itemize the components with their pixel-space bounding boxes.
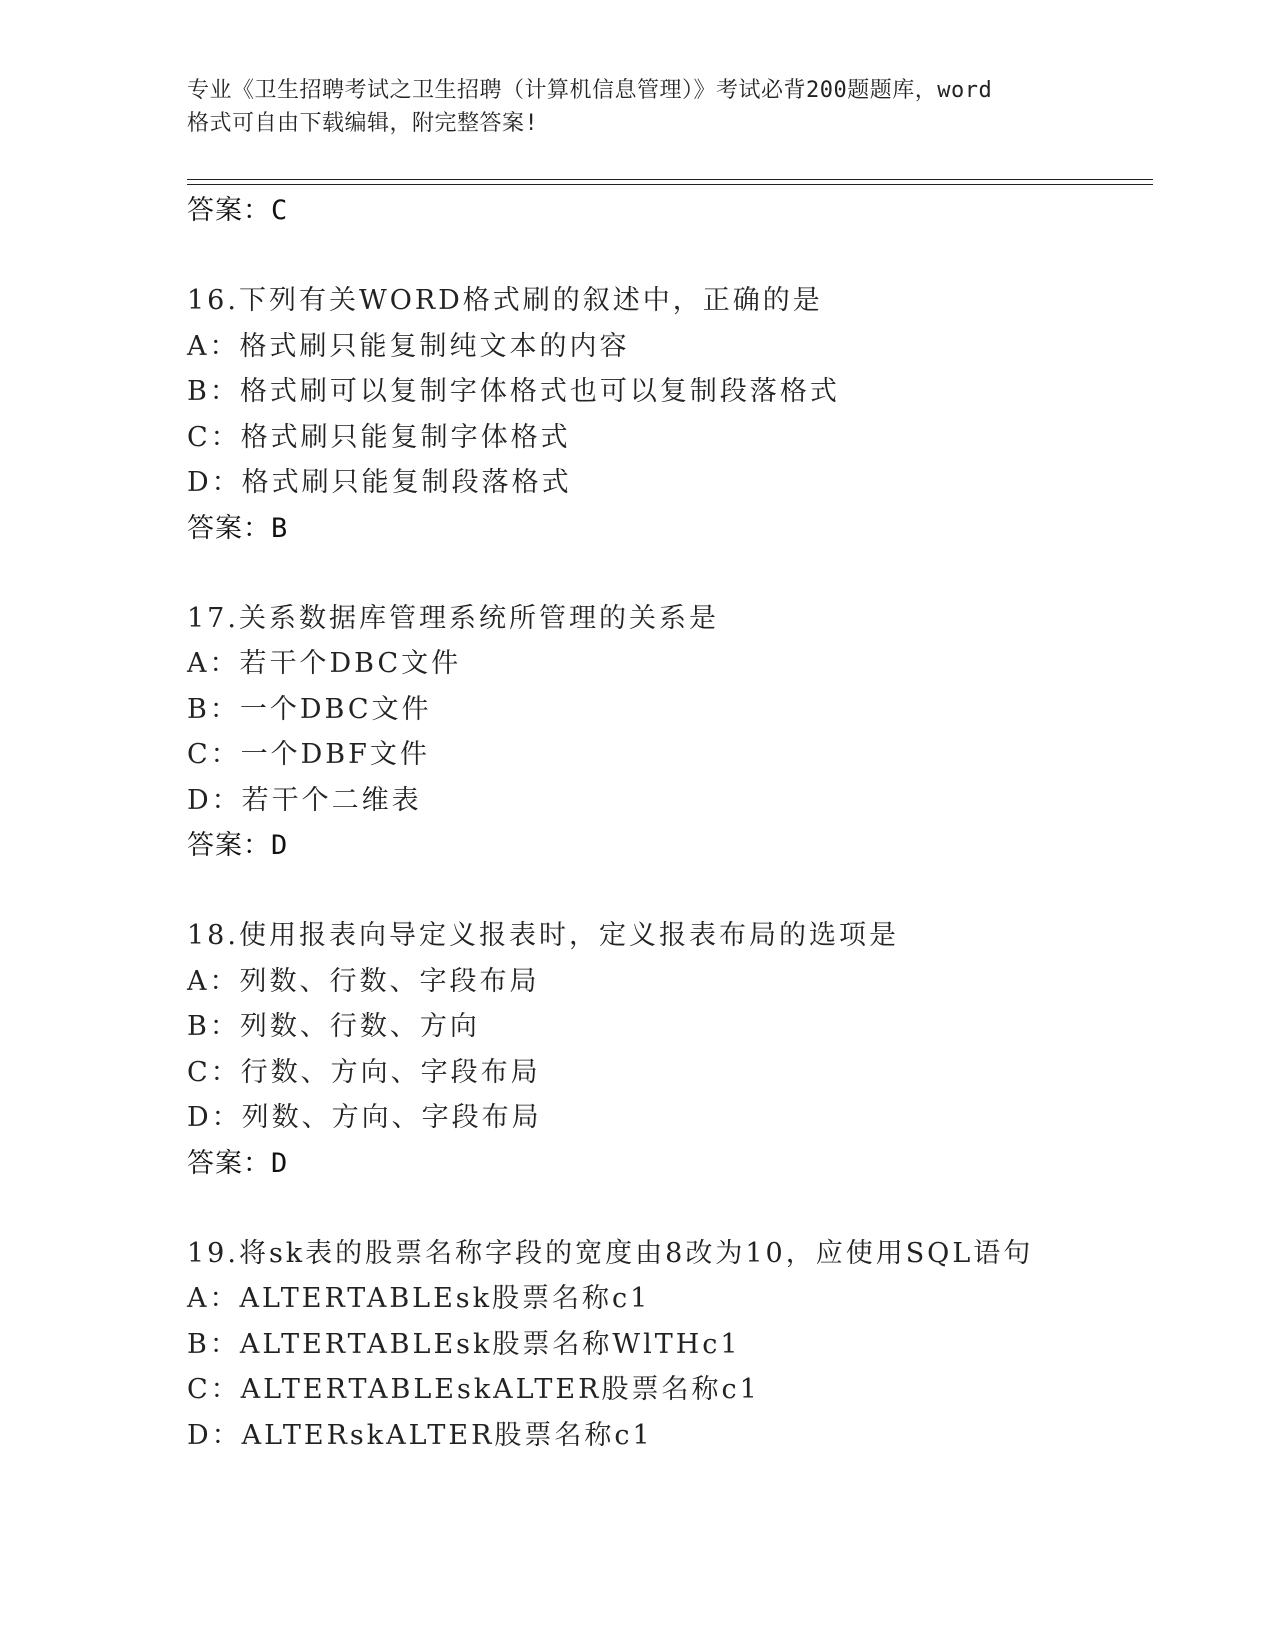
answer-label: 答案： — [187, 512, 271, 544]
header-rule-bottom — [187, 184, 1153, 185]
answer-value: C — [271, 195, 289, 226]
question-stem: 16.下列有关WORD格式刷的叙述中，正确的是 — [187, 285, 823, 316]
option-c: C：一个DBF文件 — [187, 739, 430, 770]
question-19 — [187, 1231, 1153, 1459]
option-c: C：行数、方向、字段布局 — [187, 1056, 541, 1088]
header-line-2: 格式可自由下载编辑，附完整答案! — [187, 111, 539, 136]
option-c: C：ALTERTABLEskALTER股票名称c1 — [187, 1374, 760, 1405]
document-body — [187, 188, 1153, 1458]
option-b: B：格式刷可以复制字体格式也可以复制段落格式 — [187, 376, 840, 407]
answer-16 — [187, 506, 1153, 552]
option-b: B：ALTERTABLEsk股票名称WlTHc1 — [187, 1328, 741, 1360]
answer-15 — [187, 188, 1153, 234]
document-header — [187, 74, 1087, 140]
answer-18 — [187, 1141, 1153, 1187]
question-16 — [187, 278, 1153, 506]
answer-label: 答案： — [187, 1147, 271, 1179]
option-d: D：格式刷只能复制段落格式 — [187, 467, 572, 498]
question-18 — [187, 913, 1153, 1141]
option-a: A：ALTERTABLEsk股票名称c1 — [187, 1283, 651, 1314]
answer-value: B — [271, 512, 289, 544]
option-b: B：列数、行数、方向 — [187, 1011, 480, 1042]
option-a: A：列数、行数、字段布局 — [187, 965, 540, 997]
option-c: C：格式刷只能复制字体格式 — [187, 421, 571, 453]
header-rule-top — [187, 179, 1153, 180]
question-17 — [187, 596, 1153, 824]
question-stem: 17.关系数据库管理系统所管理的关系是 — [187, 602, 719, 634]
header-line-1: 专业《卫生招聘考试之卫生招聘（计算机信息管理）》考试必背200题题库，word — [187, 78, 993, 103]
answer-value: D — [271, 1147, 289, 1179]
option-b: B：一个DBC文件 — [187, 693, 432, 725]
option-d: D：ALTERskALTER股票名称c1 — [187, 1419, 653, 1451]
question-stem: 18.使用报表向导定义报表时，定义报表布局的选项是 — [187, 920, 899, 951]
option-a: A：若干个DBC文件 — [187, 648, 462, 679]
option-d: D：列数、方向、字段布局 — [187, 1102, 542, 1133]
answer-label: 答案： — [187, 195, 271, 226]
option-a: A：格式刷只能复制纯文本的内容 — [187, 330, 630, 362]
answer-label: 答案： — [187, 830, 271, 861]
option-d: D：若干个二维表 — [187, 784, 422, 816]
answer-17 — [187, 823, 1153, 869]
answer-value: D — [271, 830, 289, 861]
question-stem: 19.将sk表的股票名称字段的宽度由8改为10，应使用SQL语句 — [187, 1237, 1034, 1269]
